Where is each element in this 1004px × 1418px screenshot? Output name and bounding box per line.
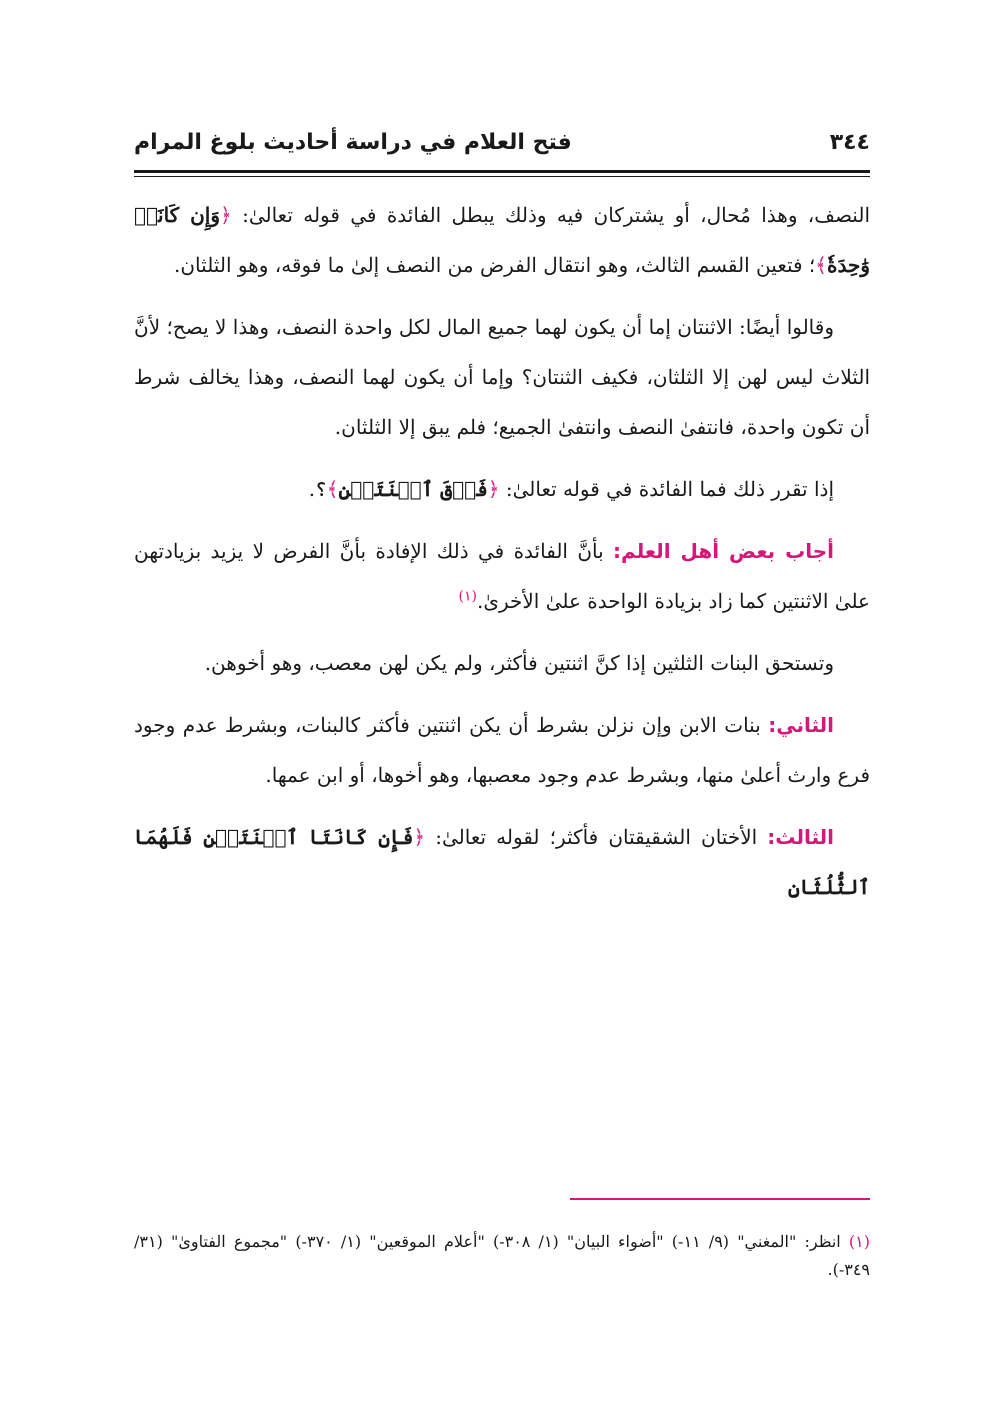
section-label: أجاب بعض أهل العلم: (613, 539, 834, 563)
paragraph-2: وقالوا أيضًا: الاثنتان إما أن يكون لهما جميع المال لكل واحدة النصف، وهذا لا يصح؛ لأنَّ الثلاث ليس لهن إلا الثلثان، فكيف الثنتان؟ وإما أن يكون لهما النصف، وهذا يخالف شرط أن تكون واحدة، فانتفىٰ النصف وانتفىٰ الجميع؛ فلم يبق إلا الثلثان. (134, 315, 870, 439)
footnote-separator (134, 1198, 870, 1199)
header-rule-thick (134, 170, 870, 173)
header-rule-thin (134, 176, 870, 177)
quran-verse: فَوۡقَ ٱثۡنَتَيۡنِ (338, 477, 488, 501)
paragraph-text: ؟. (308, 477, 327, 501)
paragraph-text: ؛ فتعين القسم الثالث، وهو انتقال الفرض من النصف إلىٰ ما فوقه، وهو الثلثان. (174, 253, 816, 277)
paragraph-text: إذا تقرر ذلك فما الفائدة في قوله تعالىٰ: (499, 477, 834, 501)
paragraph-text: النصف، وهذا مُحال، أو يشتركان فيه وذلك يبطل الفائدة في قوله تعالىٰ: (231, 203, 870, 227)
paragraph-1 (134, 190, 870, 290)
section-label: الثاني: (768, 713, 834, 737)
footnote-separator-line (570, 1198, 870, 1200)
footnote-text: انظر: "المغني" (٩/ ١١-) "أضواء البيان" (١/ ٣٠٨-) "أعلام الموقعين" (١/ ٣٧٠-) "مجموع الفتاوىٰ" (٣١/ ٣٤٩-). (134, 1232, 870, 1279)
paragraph-3 (134, 464, 870, 514)
book-title: فتح العلام في دراسة أحاديث بلوغ المرام (134, 130, 572, 155)
paragraph-text: بأنَّ الفائدة في ذلك الإفادة بأنَّ الفرض لا يزيد بزيادتهن علىٰ الاثنتين كما زاد بزيادة الواحدة علىٰ الأخرىٰ. (134, 539, 870, 613)
quran-verse: فَإِن كَانَتَا ٱثۡنَتَيۡنِ فَلَهُمَا ٱلثُّلُثَانِ (134, 825, 870, 899)
paragraph-7 (134, 812, 870, 912)
footnote-number: (١) (848, 1232, 870, 1251)
quran-bracket-close: ﴾ (326, 477, 339, 501)
page-header (134, 126, 870, 166)
paragraph-6 (134, 700, 870, 800)
footnote (134, 1228, 870, 1284)
quran-bracket-open: ﴿ (413, 825, 426, 849)
quran-bracket-open: ﴿ (487, 477, 500, 501)
paragraph-5: وتستحق البنات الثلثين إذا كنَّ اثنتين فأكثر، ولم يكن لهن معصب، وهو أخوهن. (204, 651, 834, 675)
quran-verse: وَإِن كَانَتۡ وَٰحِدَةٗ (134, 203, 870, 277)
section-label: الثالث: (767, 825, 834, 849)
footnote-reference[interactable]: (١) (458, 588, 477, 605)
paragraph-text: الأختان الشقيقتان فأكثر؛ لقوله تعالىٰ: (425, 825, 768, 849)
paragraph-4 (134, 526, 870, 626)
page-number: ٣٤٤ (829, 130, 870, 155)
paragraph-text: بنات الابن وإن نزلن بشرط أن يكن اثنتين فأكثر كالبنات، وبشرط عدم وجود فرع وارث أعلىٰ منها، وبشرط عدم وجود معصبها، وهو أخوها، أو ابن عمها. (134, 713, 870, 787)
quran-bracket-open: ﴿ (220, 203, 232, 227)
quran-bracket-close: ﴾ (815, 253, 827, 277)
main-text (134, 190, 870, 924)
